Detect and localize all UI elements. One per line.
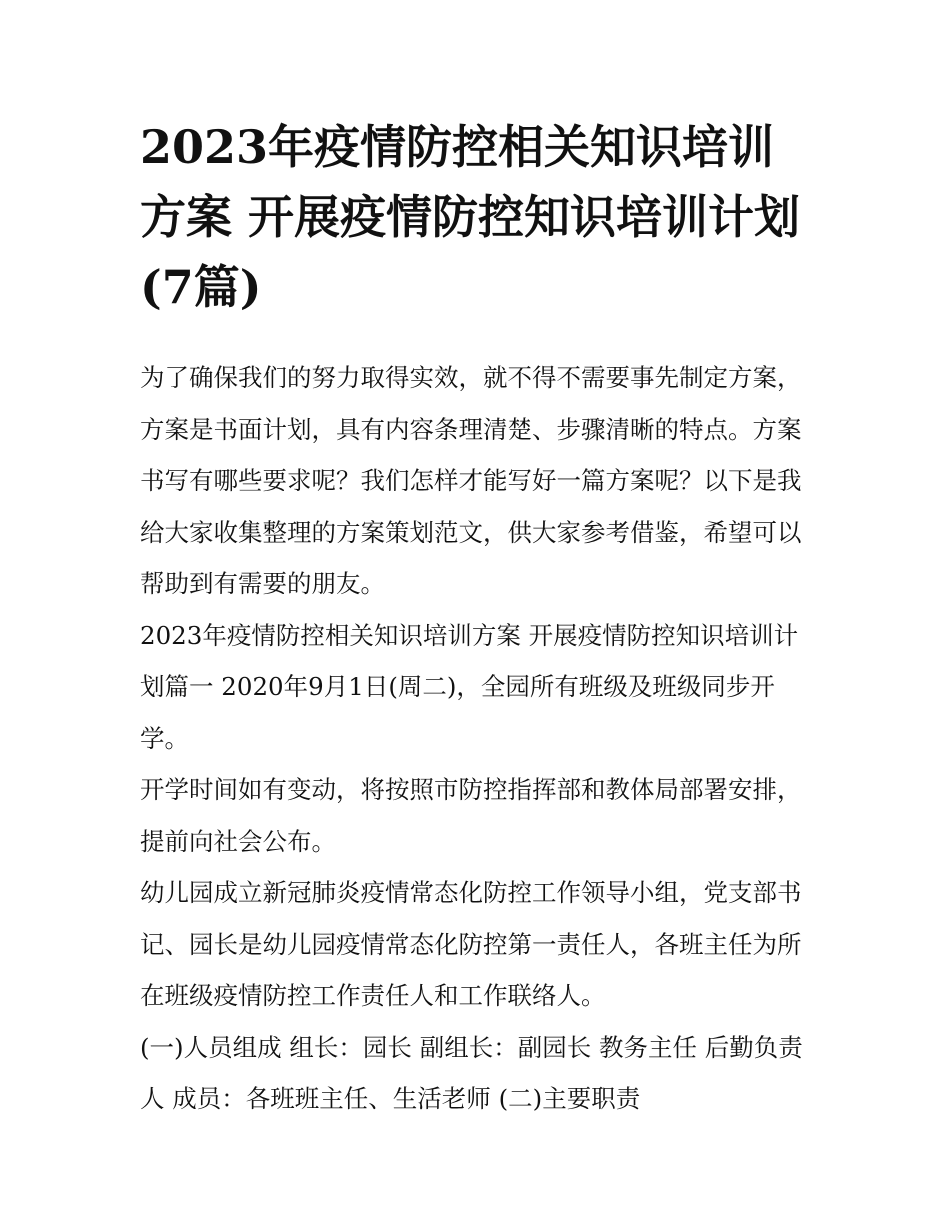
paragraph-intro: 为了确保我们的努力取得实效，就不得不需要事先制定方案，方案是书面计划，具有内容条理清楚、步骤清晰的特点。方案书写有哪些要求呢？我们怎样才能写好一篇方案呢？以下是我给大家收集整理的方案策划范文，供大家参考借鉴，希望可以帮助到有需要的朋友。	[140, 363, 802, 598]
paragraph-start-date: 2023年疫情防控相关知识培训方案 开展疫情防控知识培训计划篇一 2020年9月1日(周二)，全园所有班级及班级同步开学。	[140, 620, 799, 753]
document-title: 2023年疫情防控相关知识培训方案 开展疫情防控知识培训计划(7篇)	[140, 120, 801, 314]
paragraph-schedule-change: 开学时间如有变动，将按照市防控指挥部和教体局部署安排，提前向社会公布。	[140, 775, 802, 856]
paragraph-leadership-group: 幼儿园成立新冠肺炎疫情常态化防控工作领导小组，党支部书记、园长是幼儿园疫情常态化防控第一责任人，各班主任为所在班级疫情防控工作责任人和工作联络人。	[140, 878, 802, 1010]
paragraph-members: (一)人员组成 组长：园长 副组长：副园长 教务主任 后勤负责人 成员：各班班主任、生活老师 (二)主要职责	[140, 1032, 803, 1113]
document-body	[140, 352, 822, 1125]
